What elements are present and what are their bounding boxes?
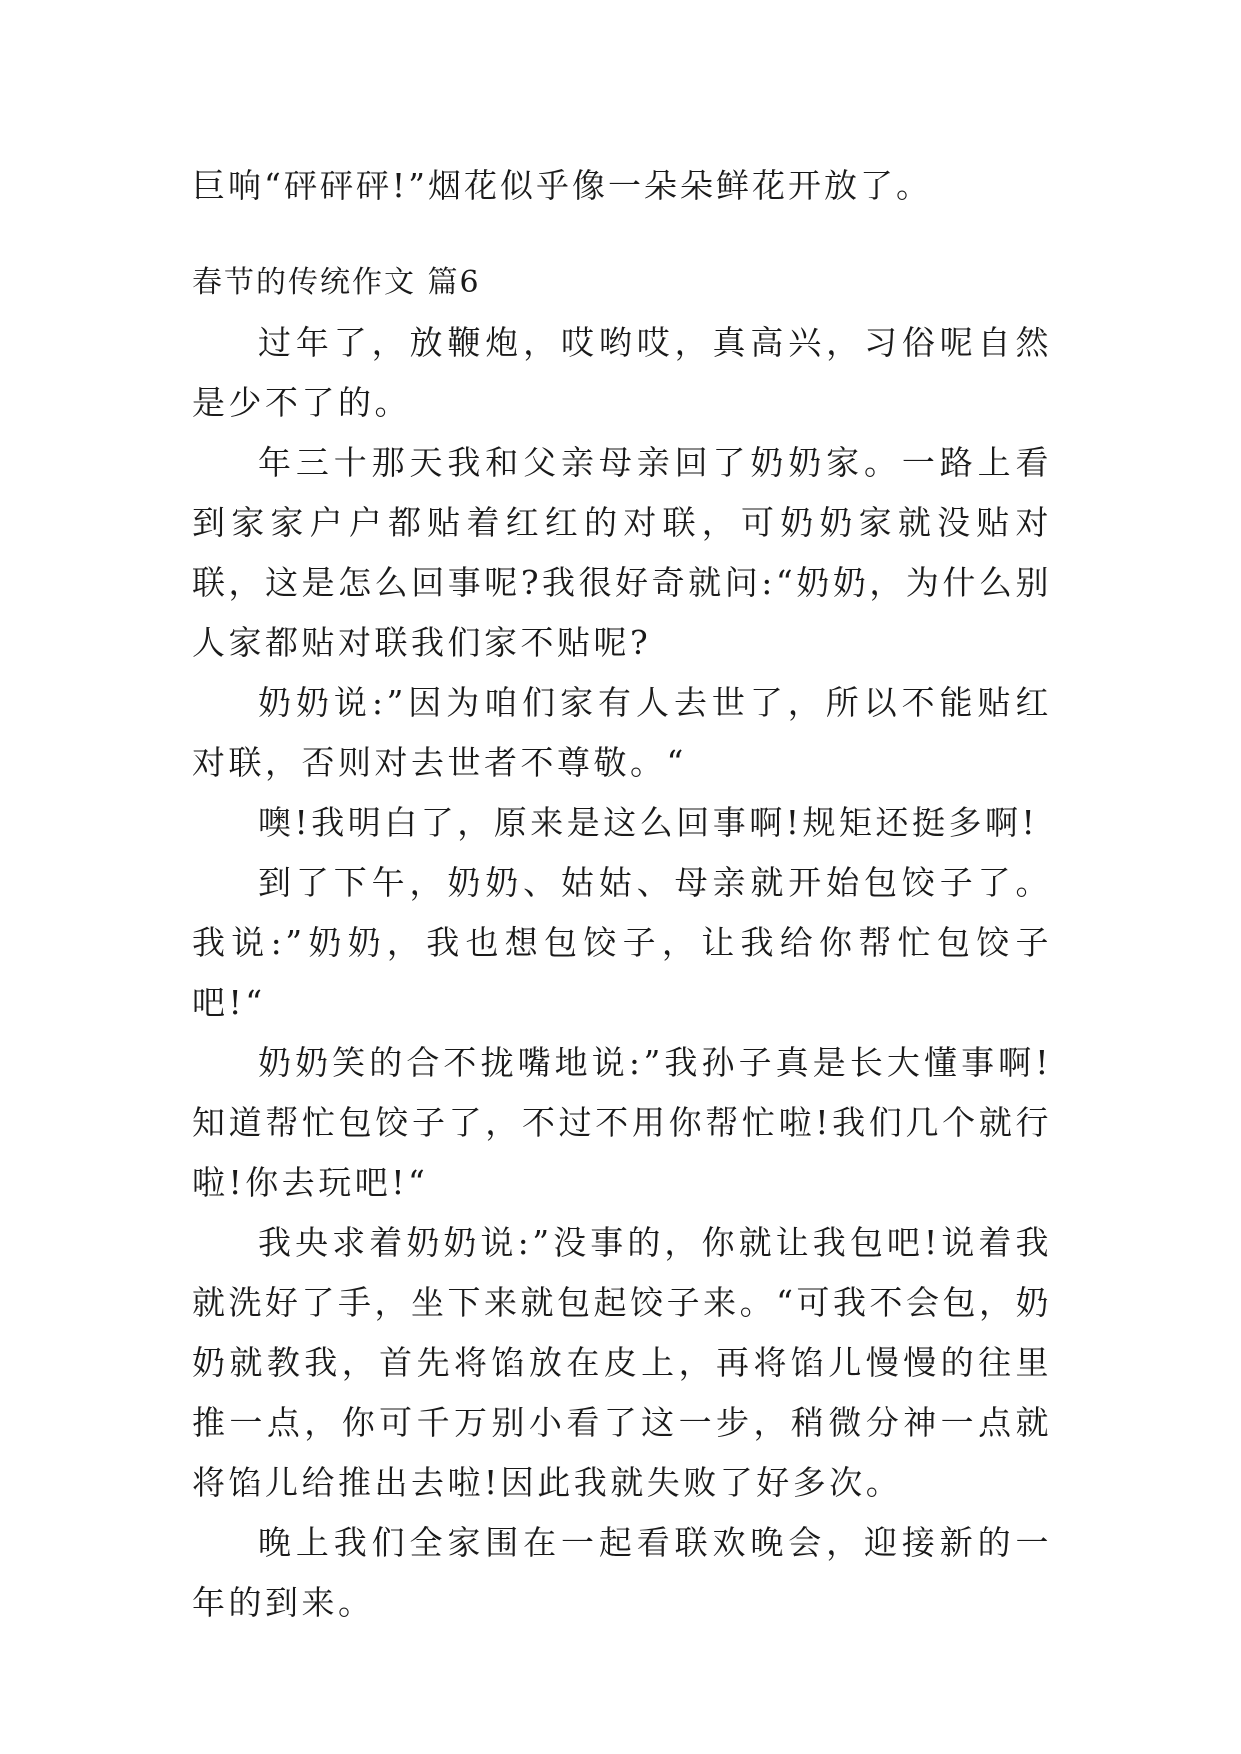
paragraph: 过年了，放鞭炮，哎哟哎，真高兴，习俗呢自然是少不了的。 — [192, 323, 1052, 422]
paragraph: 奶奶笑的合不拢嘴地说:”我孙子真是长大懂事啊!知道帮忙包饺子了，不过不用你帮忙啦!我们几个就行啦!你去玩吧!“ — [192, 1043, 1052, 1202]
paragraph: 我央求着奶奶说:”没事的，你就让我包吧!说着我就洗好了手，坐下来就包起饺子来。“可我不会包，奶奶就教我，首先将馅放在皮上，再将馅儿慢慢的往里推一点，你可千万别小看了这一步，稍微分神一点就将馅儿给推出去啦!因此我就失败了好多次。 — [192, 1223, 1052, 1502]
paragraph: 奶奶说:”因为咱们家有人去世了，所以不能贴红对联，否则对去世者不尊敬。“ — [192, 683, 1052, 782]
section-title: 春节的传统作文 篇6 — [192, 265, 481, 300]
continued-text-line: 巨响“砰砰砰!”烟花似乎像一朵朵鲜花开放了。 — [192, 166, 933, 205]
document-body — [192, 156, 1052, 1633]
paragraph: 年三十那天我和父亲母亲回了奶奶家。一路上看到家家户户都贴着红红的对联，可奶奶家就没贴对联，这是怎么回事呢?我很好奇就问:“奶奶，为什么别人家都贴对联我们家不贴呢? — [192, 443, 1052, 662]
paragraph: 到了下午，奶奶、姑姑、母亲就开始包饺子了。我说:”奶奶，我也想包饺子，让我给你帮忙包饺子吧!“ — [192, 863, 1052, 1022]
paragraph: 晚上我们全家围在一起看联欢晚会，迎接新的一年的到来。 — [192, 1523, 1052, 1622]
paragraph: 噢!我明白了，原来是这么回事啊!规矩还挺多啊! — [258, 803, 1039, 842]
